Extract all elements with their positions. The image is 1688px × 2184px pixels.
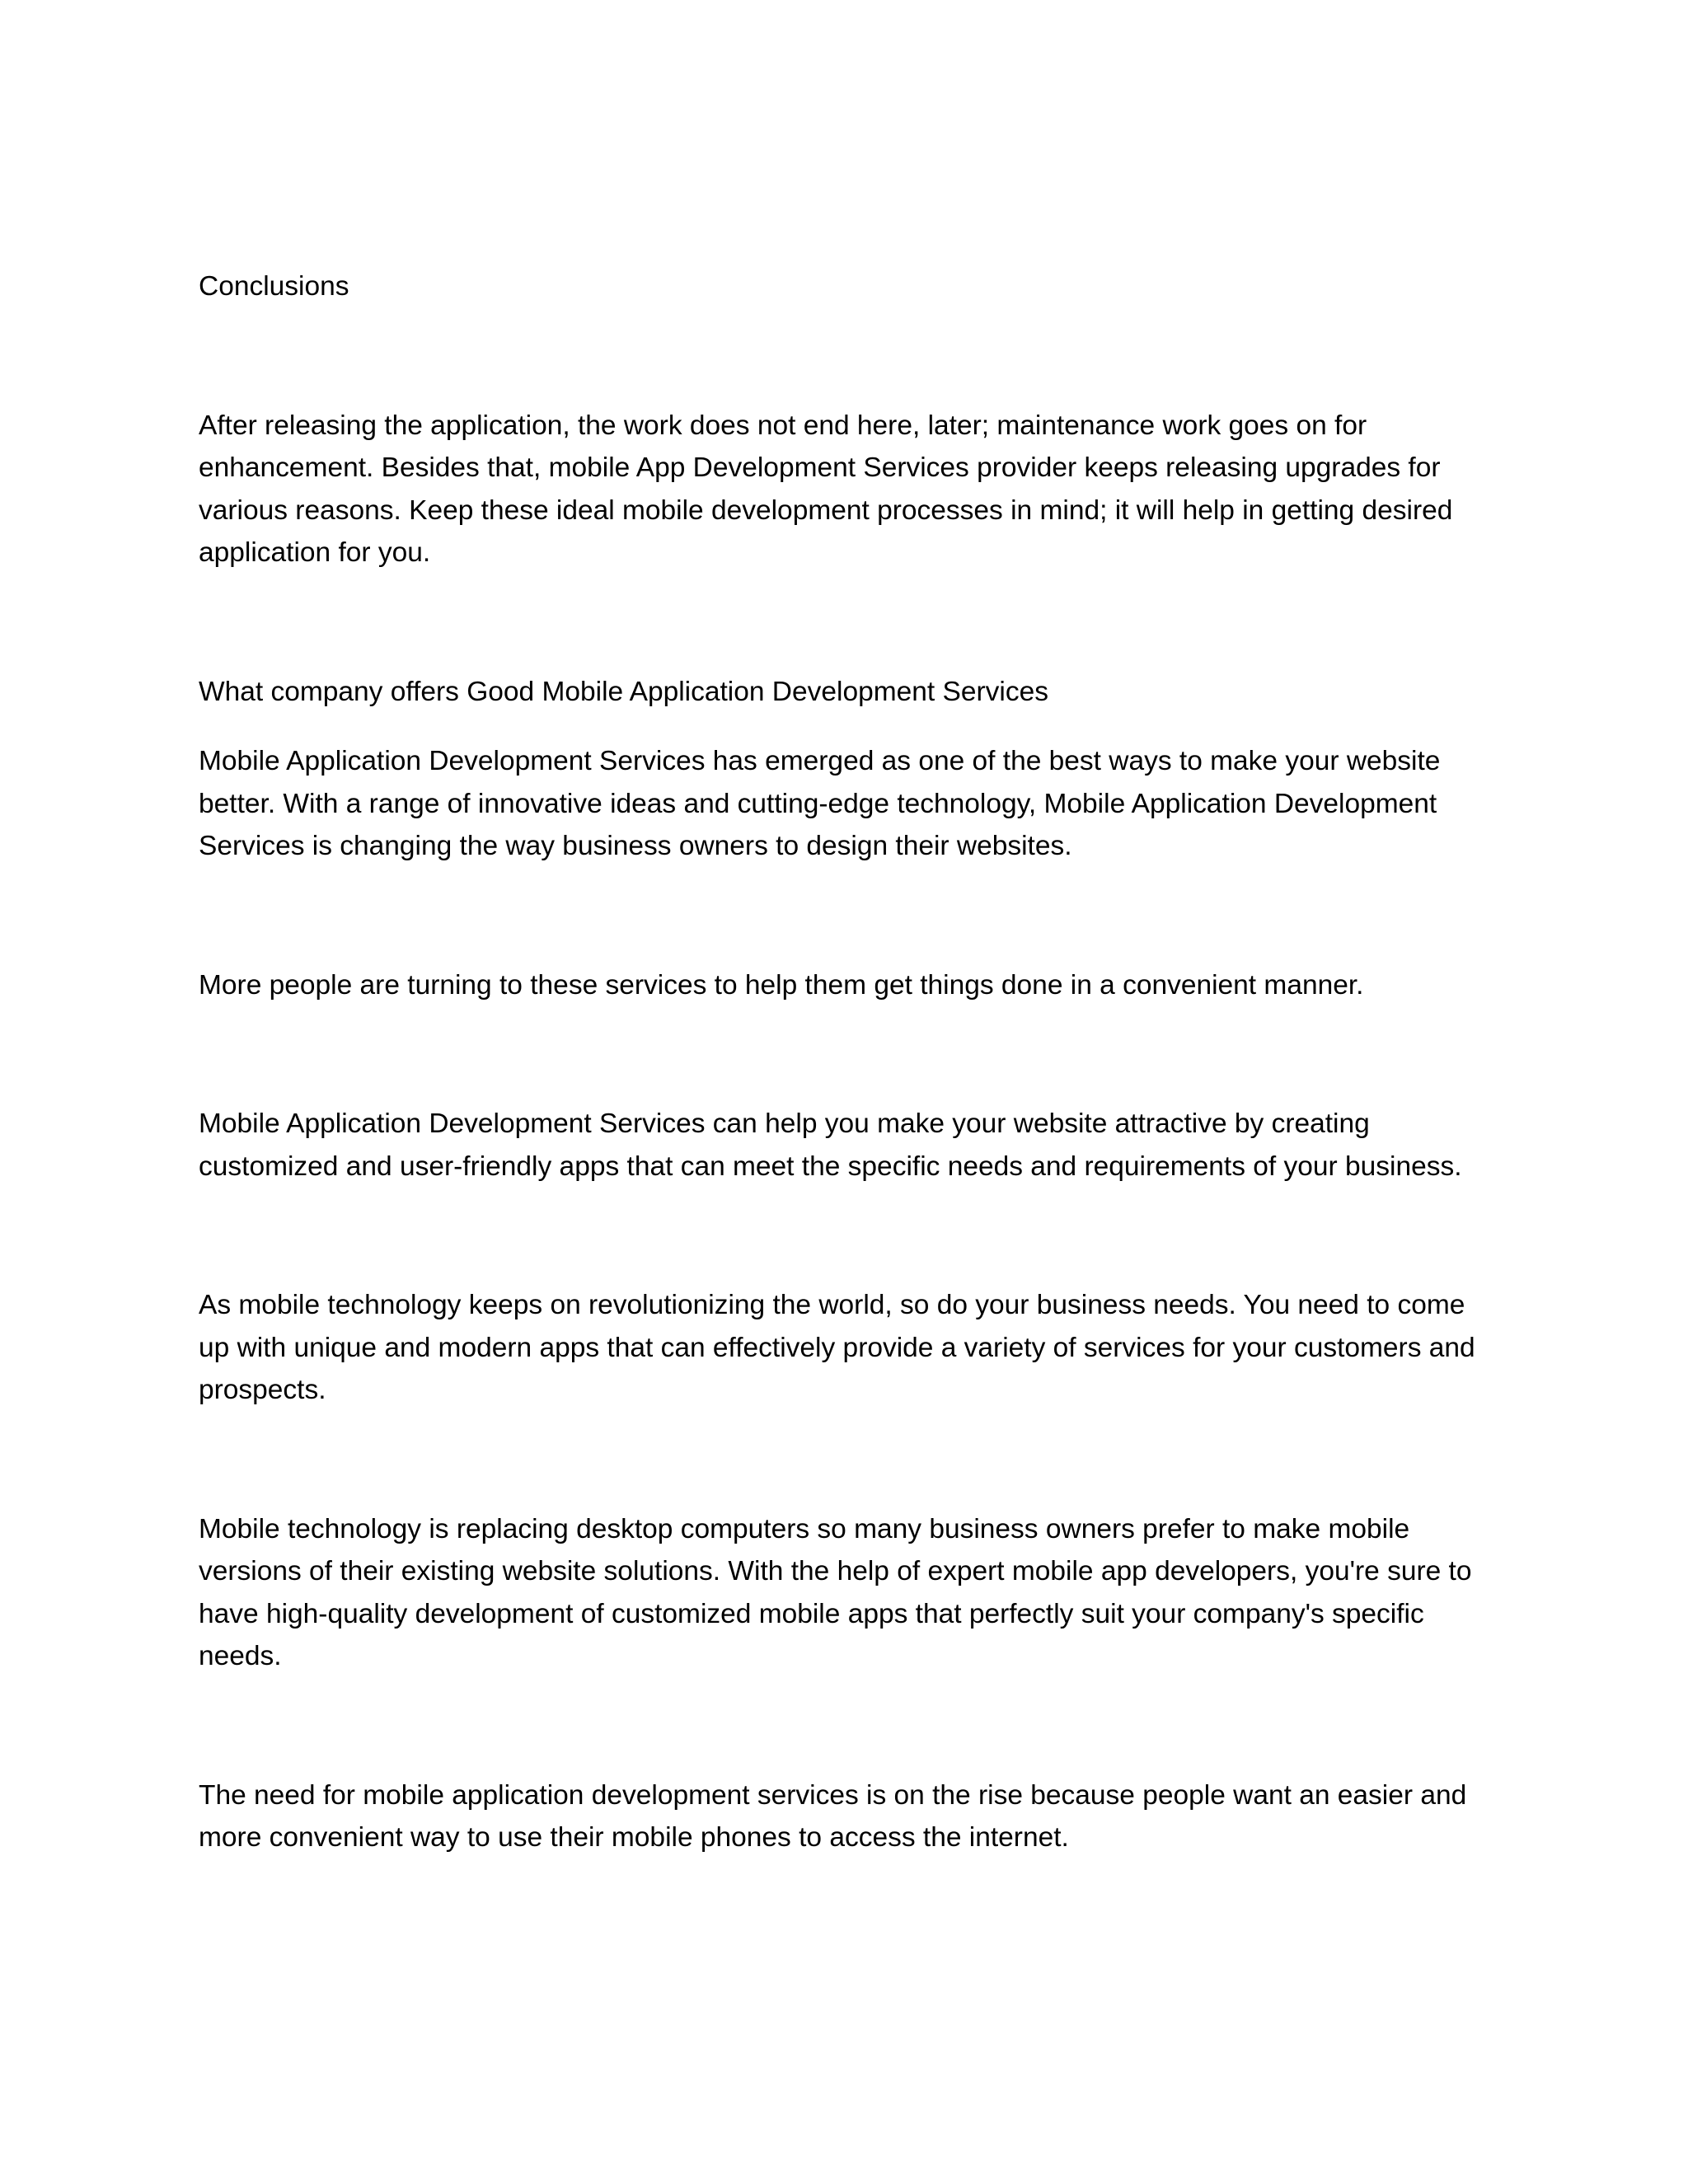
paragraph-need-rising: The need for mobile application development services is on the rise because people want an easier and more convenient way to use their mobile phones to access the internet.: [199, 1779, 1467, 1853]
heading-conclusions: Conclusions: [199, 271, 349, 302]
paragraph-revolutionizing: As mobile technology keeps on revolutionizing the world, so do your business needs. You need to come up with unique and modern apps that can effectively provide a variety of services for your customers and prospects.: [199, 1290, 1475, 1405]
paragraph-release-maintenance: After releasing the application, the work does not end here, later; maintenance work goes on for enhancement. Besides that, mobile App Development Services provider keeps releasing upgrades for various reasons. Keep these ideal mobile development processes in mind; it will help in getting desired application for you.: [199, 410, 1453, 568]
paragraph-more-people: More people are turning to these services to help them get things done in a convenient manner.: [199, 969, 1364, 1001]
heading-company-offers: What company offers Good Mobile Application Development Services: [199, 676, 1048, 707]
paragraph-attractive-website: Mobile Application Development Services can help you make your website attractive by creating customized and user-friendly apps that can meet the specific needs and requirements of your business.: [199, 1108, 1462, 1182]
paragraph-emerged: Mobile Application Development Services has emerged as one of the best ways to make your website better. With a range of innovative ideas and cutting-edge technology, Mobile Application Development Services is changing the way business owners to design their websites.: [199, 746, 1441, 861]
paragraph-replacing-desktop: Mobile technology is replacing desktop computers so many business owners prefer to make mobile versions of their existing website solutions. With the help of expert mobile app developers, you're sure to have high-quality development of customized mobile apps that perfectly suit your company's specific needs.: [199, 1513, 1472, 1671]
document-body: [199, 265, 1493, 1859]
